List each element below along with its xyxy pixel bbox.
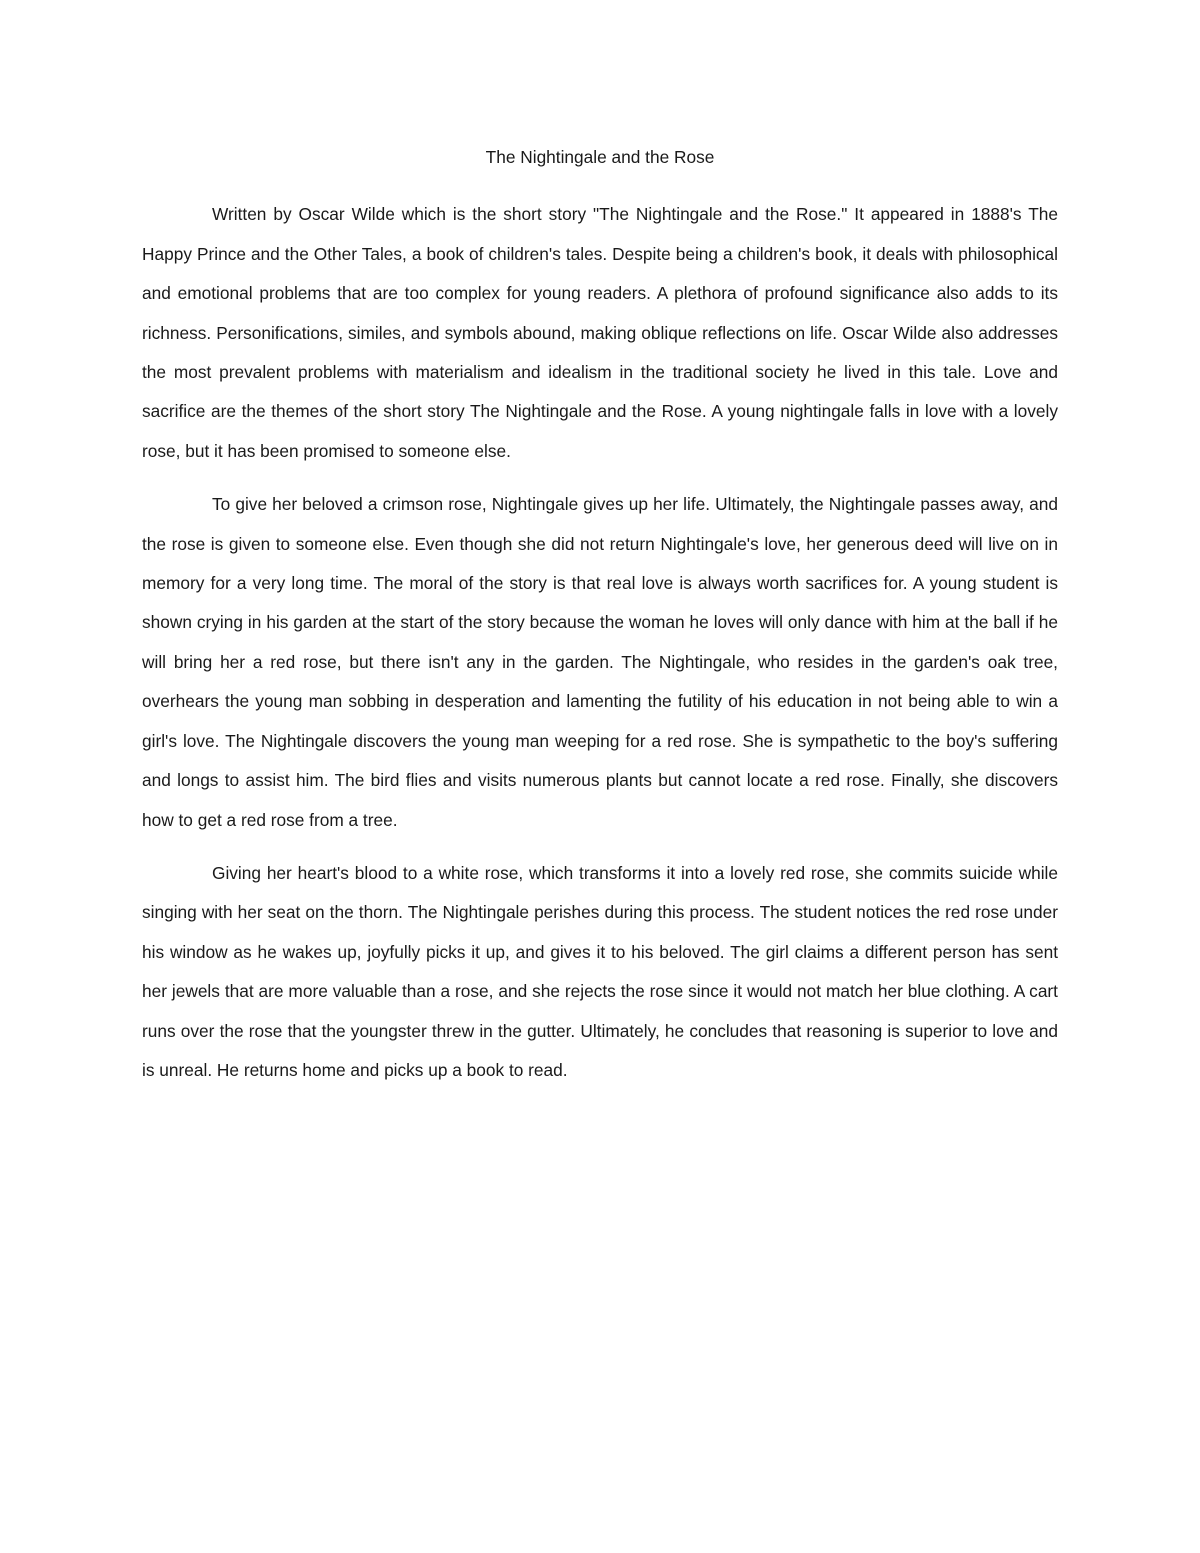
essay-paragraph-3: Giving her heart's blood to a white rose, which transforms it into a lovely red rose, she commits suicide while singing with her seat on the thorn. The Nightingale perishes during this process. The student notices the red rose under his window as he wakes up, joyfully picks it up, and gives it to his beloved. The girl claims a different person has sent her jewels that are more valuable than a rose, and she rejects the rose since it would not match her blue clothing. A cart runs over the rose that the youngster threw in the gutter. Ultimately, he concludes that reasoning is superior to love and is unreal. He returns home and picks up a book to read. bbox=[142, 862, 1058, 1080]
essay-title: The Nightingale and the Rose bbox=[485, 147, 715, 167]
essay-paragraph-2: To give her beloved a crimson rose, Nightingale gives up her life. Ultimately, the Nightingale passes away, and the rose is given to someone else. Even though she did not return Nightingale's love, her generous deed will live on in memory for a very long time. The moral of the story is that real love is always worth sacrifices for. A young student is shown crying in his garden at the start of the story because the woman he loves will only dance with him at the ball if he will bring her a red rose, but there isn't any in the garden. The Nightingale, who resides in the garden's oak tree, overhears the young man sobbing in desperation and lamenting the futility of his education in not being able to win a girl's love. The Nightingale discovers the young man weeping for a red rose. She is sympathetic to the boy's suffering and longs to assist him. The bird flies and visits numerous plants but cannot locate a red rose. Finally, she discovers how to get a red rose from a tree. bbox=[142, 494, 1058, 830]
essay-paragraph-1: Written by Oscar Wilde which is the short story "The Nightingale and the Rose." It appeared in 1888's The Happy Prince and the Other Tales, a book of children's tales. Despite being a children's book, it deals with philosophical and emotional problems that are too complex for young readers. A plethora of profound significance also adds to its richness. Personifications, similes, and symbols abound, making oblique reflections on life. Oscar Wilde also addresses the most prevalent problems with materialism and idealism in the traditional society he lived in this tale. Love and sacrifice are the themes of the short story The Nightingale and the Rose. A young nightingale falls in love with a lovely rose, but it has been promised to someone else. bbox=[142, 204, 1058, 461]
essay-body bbox=[142, 138, 1058, 1090]
